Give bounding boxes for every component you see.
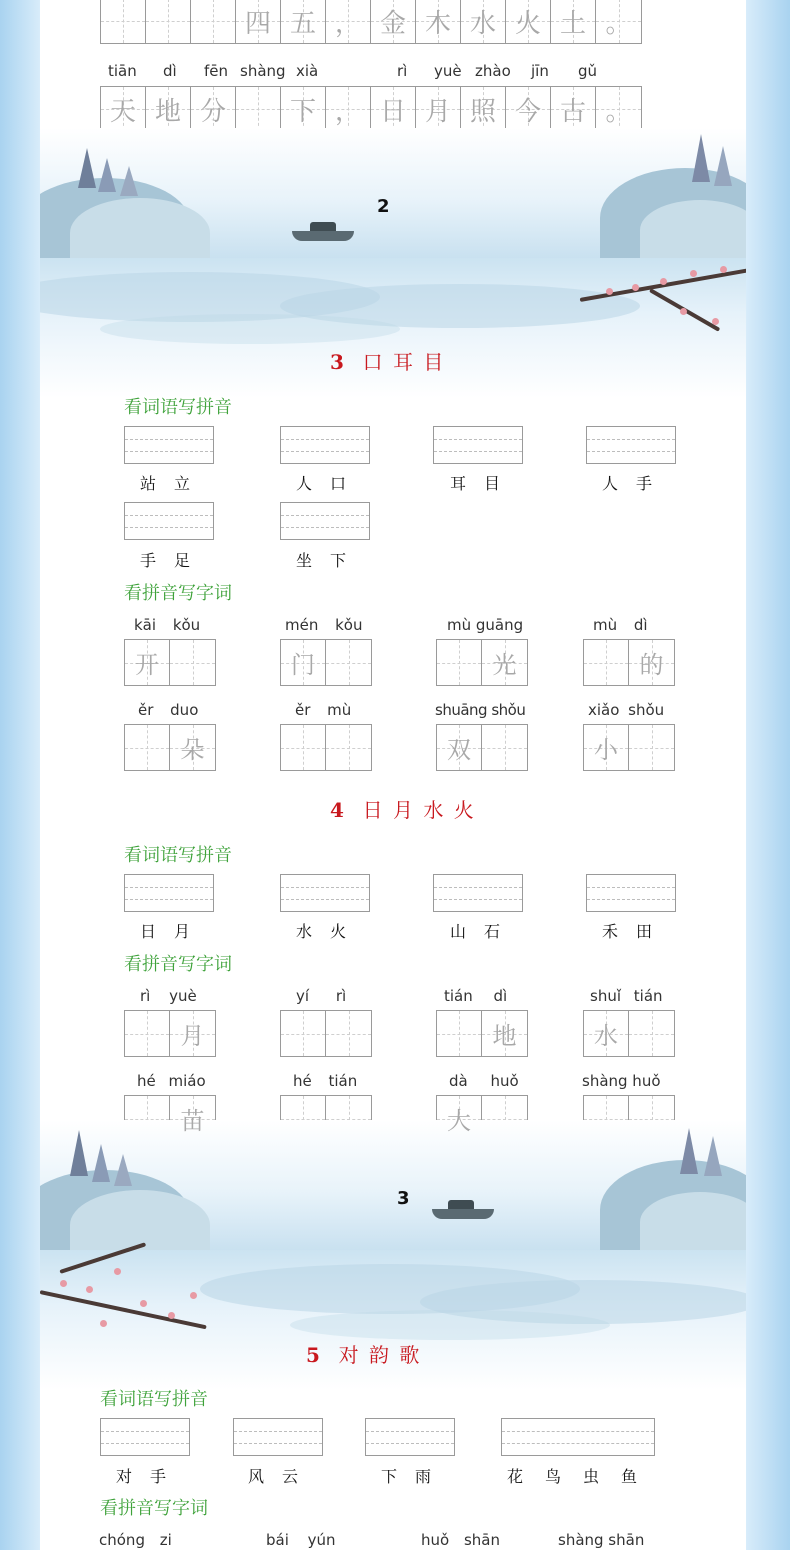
section-heading-write-characters: 看拼音写字词 — [100, 1498, 208, 1519]
pinyin-prompt: dà huǒ — [449, 1072, 519, 1090]
grid-cell[interactable] — [437, 1011, 482, 1056]
grid-cell[interactable] — [584, 640, 629, 685]
grid-cell: 土 — [551, 0, 596, 43]
pinyin-prompt: hé miáo — [137, 1072, 206, 1090]
character-grid-row-2 — [100, 86, 642, 132]
pinyin-prompt: shàng shān — [558, 1531, 645, 1549]
pinyin-writing-box[interactable] — [233, 1418, 323, 1456]
grid-cell[interactable]: 月 — [170, 1011, 215, 1056]
grid-cell: 。 — [596, 0, 641, 43]
vocabulary-word: 人口 — [296, 474, 365, 493]
section-heading-write-characters: 看拼音写字词 — [124, 583, 232, 604]
character-grid-row-1 — [100, 0, 642, 44]
character-writing-grid[interactable] — [280, 724, 372, 771]
character-writing-grid[interactable] — [124, 724, 216, 771]
left-border-decoration — [0, 0, 40, 1550]
grid-cell: 天 — [101, 87, 146, 131]
pinyin-writing-box[interactable] — [433, 874, 523, 912]
grid-cell: 地 — [146, 87, 191, 131]
character-writing-grid[interactable] — [583, 1010, 675, 1057]
grid-cell[interactable] — [326, 640, 371, 685]
pinyin-prompt: ěr duo — [138, 701, 199, 719]
pinyin-prompt: xiǎo shǒu — [588, 701, 665, 719]
character-writing-grid[interactable] — [436, 724, 528, 771]
grid-cell[interactable] — [281, 1011, 326, 1056]
vocabulary-word: 禾田 — [602, 922, 671, 941]
grid-cell: 下 — [281, 87, 326, 131]
pinyin-prompt: ěr mù — [295, 701, 352, 719]
pinyin-label: fēn — [204, 62, 229, 80]
grid-cell — [146, 0, 191, 43]
grid-cell[interactable] — [482, 725, 527, 770]
vocabulary-word: 水火 — [296, 922, 365, 941]
vocabulary-word: 坐下 — [296, 551, 365, 570]
grid-cell: 今 — [506, 87, 551, 131]
pinyin-label: zhào — [475, 62, 511, 80]
pinyin-writing-box[interactable] — [586, 874, 676, 912]
grid-cell[interactable]: 的 — [629, 640, 674, 685]
grid-cell: 火 — [506, 0, 551, 43]
grid-cell[interactable]: 朵 — [170, 725, 215, 770]
pinyin-label: rì — [397, 62, 408, 80]
pinyin-prompt: shuǐ tián — [590, 987, 663, 1005]
vocabulary-word: 山石 — [450, 922, 519, 941]
grid-cell[interactable] — [170, 640, 215, 685]
pinyin-label: xià — [296, 62, 319, 80]
grid-cell — [101, 0, 146, 43]
character-writing-grid[interactable] — [124, 639, 216, 686]
grid-cell: 水 — [461, 0, 506, 43]
grid-cell[interactable]: 大 — [437, 1096, 482, 1141]
pinyin-writing-box[interactable] — [124, 426, 214, 464]
pinyin-prompt: huǒ shān — [421, 1531, 500, 1549]
page-number: 3 — [397, 1188, 410, 1209]
grid-cell[interactable] — [326, 725, 371, 770]
lesson-title: 5 对 韵 歌 — [306, 1343, 422, 1367]
character-writing-grid[interactable] — [124, 1010, 216, 1057]
pinyin-label: shàng — [240, 62, 286, 80]
pinyin-label: gǔ — [578, 62, 598, 80]
grid-cell: 古 — [551, 87, 596, 131]
grid-cell: 木 — [416, 0, 461, 43]
pinyin-prompt: mén kǒu — [285, 616, 363, 634]
grid-cell — [236, 87, 281, 131]
section-heading-write-pinyin: 看词语写拼音 — [100, 1389, 208, 1410]
grid-cell[interactable]: 苗 — [170, 1096, 215, 1141]
character-writing-grid[interactable] — [280, 639, 372, 686]
grid-cell: 分 — [191, 87, 236, 131]
character-writing-grid[interactable] — [436, 1010, 528, 1057]
pinyin-writing-box[interactable] — [100, 1418, 190, 1456]
grid-cell: 日 — [371, 87, 416, 131]
grid-cell[interactable]: 地 — [482, 1011, 527, 1056]
pinyin-writing-box[interactable] — [433, 426, 523, 464]
landscape-footer — [40, 1120, 746, 1250]
grid-cell[interactable] — [437, 640, 482, 685]
vocabulary-word: 站立 — [140, 474, 209, 493]
pinyin-prompt: bái yún — [266, 1531, 336, 1549]
pinyin-prompt: chóng zi — [99, 1531, 172, 1549]
grid-cell: 月 — [416, 87, 461, 131]
pinyin-prompt: shàng huǒ — [582, 1072, 661, 1090]
grid-cell: ， — [326, 87, 371, 131]
grid-cell: 四 — [236, 0, 281, 43]
grid-cell[interactable]: 门 — [281, 640, 326, 685]
section-heading-write-pinyin: 看词语写拼音 — [124, 845, 232, 866]
vocabulary-word: 日月 — [140, 922, 209, 941]
grid-cell[interactable] — [281, 725, 326, 770]
pinyin-prompt: tián dì — [444, 987, 508, 1005]
character-writing-grid[interactable] — [436, 639, 528, 686]
pinyin-prompt: rì yuè — [140, 987, 197, 1005]
pinyin-label: tiān — [108, 62, 137, 80]
lesson-title: 4 日 月 水 火 — [330, 798, 476, 822]
pinyin-label: jīn — [531, 62, 549, 80]
grid-cell[interactable]: 开 — [125, 640, 170, 685]
grid-cell: ， — [326, 0, 371, 43]
pinyin-writing-box[interactable] — [124, 874, 214, 912]
pinyin-writing-box[interactable] — [124, 502, 214, 540]
pinyin-writing-box[interactable] — [280, 874, 370, 912]
vocabulary-word: 人手 — [602, 474, 671, 493]
worksheet-page — [40, 0, 746, 1550]
pinyin-prompt: mù dì — [593, 616, 648, 634]
vocabulary-word: 手足 — [140, 551, 209, 570]
vocabulary-word: 对手 — [116, 1467, 185, 1486]
grid-cell[interactable]: 光 — [482, 640, 527, 685]
grid-cell[interactable] — [125, 725, 170, 770]
grid-cell: 。 — [596, 87, 641, 131]
vocabulary-word: 花鸟虫鱼 — [507, 1467, 660, 1486]
lesson-title: 3 口 耳 目 — [330, 350, 446, 374]
pinyin-writing-box[interactable] — [501, 1418, 655, 1456]
grid-cell[interactable]: 双 — [437, 725, 482, 770]
grid-cell[interactable] — [629, 1011, 674, 1056]
grid-cell — [191, 0, 236, 43]
vocabulary-word: 风云 — [248, 1467, 317, 1486]
landscape-header — [40, 1250, 746, 1390]
pinyin-prompt: yí rì — [296, 987, 347, 1005]
grid-cell: 金 — [371, 0, 416, 43]
pinyin-writing-box[interactable] — [586, 426, 676, 464]
grid-cell[interactable]: 小 — [584, 725, 629, 770]
vocabulary-word: 耳目 — [450, 474, 519, 493]
grid-cell: 五 — [281, 0, 326, 43]
section-heading-write-pinyin: 看词语写拼音 — [124, 397, 232, 418]
character-writing-grid[interactable] — [280, 1010, 372, 1057]
vocabulary-word: 下雨 — [381, 1467, 450, 1486]
pinyin-writing-box[interactable] — [280, 502, 370, 540]
pinyin-prompt: shuāng shǒu — [435, 701, 526, 719]
pinyin-writing-box[interactable] — [280, 426, 370, 464]
character-writing-grid[interactable] — [583, 639, 675, 686]
character-writing-grid[interactable] — [583, 724, 675, 771]
pinyin-prompt: hé tián — [293, 1072, 358, 1090]
grid-cell[interactable] — [125, 1011, 170, 1056]
pinyin-label: dì — [163, 62, 177, 80]
grid-cell: 照 — [461, 87, 506, 131]
section-heading-write-characters: 看拼音写字词 — [124, 954, 232, 975]
pinyin-prompt: mù guāng — [447, 616, 524, 634]
grid-cell[interactable] — [629, 725, 674, 770]
grid-cell[interactable] — [326, 1011, 371, 1056]
pinyin-prompt: kāi kǒu — [134, 616, 201, 634]
page-number: 2 — [377, 196, 390, 217]
landscape-footer — [40, 128, 746, 258]
grid-cell[interactable]: 水 — [584, 1011, 629, 1056]
right-border-decoration — [746, 0, 790, 1550]
pinyin-writing-box[interactable] — [365, 1418, 455, 1456]
pinyin-label: yuè — [434, 62, 462, 80]
landscape-header — [40, 258, 746, 398]
